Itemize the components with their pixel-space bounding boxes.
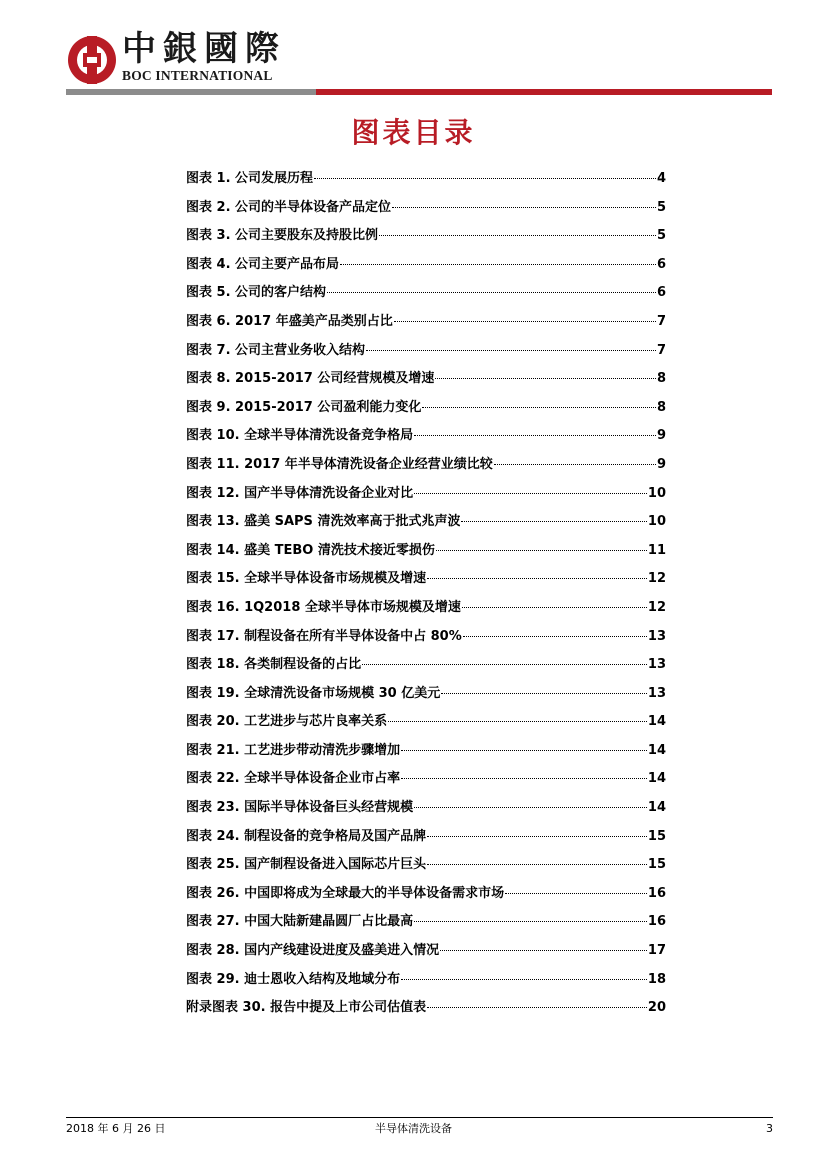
toc-entry-page: 15 — [647, 857, 666, 873]
toc-entry-label: 图表 10. 全球半导体清洗设备竞争格局 — [186, 428, 414, 444]
toc-entry[interactable] — [186, 194, 666, 223]
toc-entry[interactable] — [186, 394, 666, 423]
toc-entry[interactable] — [186, 508, 666, 537]
toc-entry-label: 图表 18. 各类制程设备的占比 — [186, 657, 362, 673]
boc-logo-icon — [66, 34, 118, 86]
toc-entry[interactable] — [186, 308, 666, 337]
logo-english-name: BOC INTERNATIONAL — [122, 68, 273, 83]
toc-entry-page: 6 — [656, 285, 666, 301]
toc-entry-label: 图表 19. 全球清洗设备市场规模 30 亿美元 — [186, 685, 441, 701]
toc-entry[interactable] — [186, 937, 666, 966]
toc-entry-page: 7 — [656, 342, 666, 358]
toc-entry-page: 10 — [647, 485, 666, 501]
toc-entry-label: 图表 13. 盛美 SAPS 清洗效率高于批式兆声波 — [186, 514, 461, 530]
toc-entry-label: 图表 25. 国产制程设备进入国际芯片巨头 — [186, 857, 427, 873]
toc-dot-leader — [401, 749, 647, 751]
toc-entry-page: 20 — [647, 1000, 666, 1016]
header-divider-red — [316, 89, 772, 95]
toc-entry[interactable] — [186, 623, 666, 652]
toc-dot-leader — [462, 606, 647, 608]
toc-entry-label: 图表 6. 2017 年盛美产品类别占比 — [186, 313, 393, 329]
toc-entry-page: 16 — [647, 885, 666, 901]
toc-entry-page: 12 — [647, 599, 666, 615]
toc-dot-leader — [414, 806, 647, 808]
toc-entry-page: 14 — [647, 800, 666, 816]
toc-entry-label: 图表 3. 公司主要股东及持股比例 — [186, 228, 379, 244]
toc-entry[interactable] — [186, 765, 666, 794]
toc-entry[interactable] — [186, 680, 666, 709]
toc-entry-label: 图表 8. 2015-2017 公司经营规模及增速 — [186, 371, 435, 387]
toc-entry-page: 13 — [647, 685, 666, 701]
toc-entry-label: 图表 21. 工艺进步带动清洗步骤增加 — [186, 742, 401, 758]
toc-entry[interactable] — [186, 823, 666, 852]
toc-entry-page: 14 — [647, 714, 666, 730]
toc-dot-leader — [401, 777, 647, 779]
toc-dot-leader — [435, 377, 656, 379]
toc-dot-leader — [436, 549, 647, 551]
toc-entry-page: 9 — [656, 428, 666, 444]
toc-entry-page: 17 — [647, 943, 666, 959]
toc-entry[interactable] — [186, 594, 666, 623]
toc-entry-page: 12 — [647, 571, 666, 587]
toc-dot-leader — [394, 320, 656, 322]
toc-dot-leader — [422, 406, 656, 408]
toc-entry-label: 图表 15. 全球半导体设备市场规模及增速 — [186, 571, 427, 587]
page-header — [0, 0, 827, 100]
toc-entry-label: 图表 28. 国内产线建设进度及盛美进入情况 — [186, 943, 440, 959]
toc-dot-leader — [314, 177, 656, 179]
toc-entry[interactable] — [186, 737, 666, 766]
toc-entry-label: 附录图表 30. 报告中提及上市公司估值表 — [186, 1000, 427, 1016]
toc-dot-leader — [427, 1006, 647, 1008]
toc-entry[interactable] — [186, 337, 666, 366]
toc-entry-label: 图表 29. 迪士恩收入结构及地域分布 — [186, 971, 401, 987]
toc-entry[interactable] — [186, 165, 666, 194]
footer-topic: 半导体清洗设备 — [375, 1122, 452, 1135]
toc-entry[interactable] — [186, 908, 666, 937]
toc-entry[interactable] — [186, 537, 666, 566]
toc-entry-page: 8 — [656, 371, 666, 387]
toc-entry-label: 图表 11. 2017 年半导体清洗设备企业经营业绩比较 — [186, 456, 493, 472]
toc-entry-page: 10 — [647, 514, 666, 530]
toc-entry-label: 图表 14. 盛美 TEBO 清洗技术接近零损伤 — [186, 542, 435, 558]
footer-divider — [66, 1117, 773, 1118]
toc-dot-leader — [414, 434, 656, 436]
toc-dot-leader — [379, 234, 656, 236]
toc-entry[interactable] — [186, 880, 666, 909]
toc-entry-label: 图表 26. 中国即将成为全球最大的半导体设备需求市场 — [186, 885, 505, 901]
toc-dot-leader — [388, 720, 647, 722]
toc-entry[interactable] — [186, 565, 666, 594]
table-of-figures — [186, 165, 666, 1023]
toc-entry-label: 图表 22. 全球半导体设备企业市占率 — [186, 771, 401, 787]
toc-entry-page: 5 — [656, 199, 666, 215]
toc-dot-leader — [505, 892, 647, 894]
toc-entry-label: 图表 4. 公司主要产品布局 — [186, 256, 340, 272]
footer-date: 2018 年 6 月 26 日 — [66, 1122, 166, 1135]
toc-entry-label: 图表 16. 1Q2018 全球半导体市场规模及增速 — [186, 599, 461, 615]
toc-dot-leader — [362, 663, 647, 665]
toc-entry-page: 13 — [647, 657, 666, 673]
toc-entry-label: 图表 17. 制程设备在所有半导体设备中占 80% — [186, 628, 462, 644]
toc-dot-leader — [366, 349, 656, 351]
toc-dot-leader — [427, 835, 647, 837]
toc-entry-page: 9 — [656, 456, 666, 472]
toc-dot-leader — [427, 577, 647, 579]
toc-dot-leader — [340, 263, 656, 265]
toc-entry[interactable] — [186, 222, 666, 251]
toc-entry-page: 13 — [647, 628, 666, 644]
toc-entry-label: 图表 9. 2015-2017 公司盈利能力变化 — [186, 399, 422, 415]
toc-entry-label: 图表 24. 制程设备的竞争格局及国产品牌 — [186, 828, 427, 844]
toc-entry[interactable] — [186, 422, 666, 451]
toc-entry-page: 7 — [656, 313, 666, 329]
toc-entry-label: 图表 5. 公司的客户结构 — [186, 285, 327, 301]
toc-entry-page: 14 — [647, 742, 666, 758]
toc-dot-leader — [441, 692, 647, 694]
logo-chinese-name: 中銀國際 — [122, 29, 286, 69]
toc-entry-label: 图表 23. 国际半导体设备巨头经营规模 — [186, 800, 414, 816]
toc-dot-leader — [414, 492, 647, 494]
toc-entry[interactable] — [186, 279, 666, 308]
toc-dot-leader — [461, 520, 646, 522]
header-divider-gray — [66, 89, 316, 95]
toc-entry-label: 图表 1. 公司发展历程 — [186, 171, 314, 186]
toc-entry-label: 图表 20. 工艺进步与芯片良率关系 — [186, 714, 388, 730]
toc-entry-label: 图表 27. 中国大陆新建晶圆厂占比最高 — [186, 914, 414, 930]
toc-dot-leader — [327, 291, 656, 293]
toc-entry-page: 14 — [647, 771, 666, 787]
footer-page-number: 3 — [766, 1122, 773, 1135]
toc-entry-page: 6 — [656, 256, 666, 272]
toc-entry[interactable] — [186, 966, 666, 995]
toc-dot-leader — [463, 635, 647, 637]
toc-dot-leader — [401, 978, 647, 980]
toc-entry-label: 图表 12. 国产半导体清洗设备企业对比 — [186, 485, 414, 501]
toc-dot-leader — [392, 206, 656, 208]
toc-entry[interactable] — [186, 480, 666, 509]
toc-entry[interactable] — [186, 451, 666, 480]
toc-entry-page: 15 — [647, 828, 666, 844]
toc-entry-page: 18 — [647, 971, 666, 987]
toc-entry-page: 8 — [656, 399, 666, 415]
toc-dot-leader — [494, 463, 656, 465]
toc-entry[interactable] — [186, 994, 666, 1023]
toc-entry-page: 16 — [647, 914, 666, 930]
toc-entry-page: 4 — [656, 171, 666, 186]
toc-entry[interactable] — [186, 251, 666, 280]
toc-entry-label: 图表 2. 公司的半导体设备产品定位 — [186, 199, 392, 215]
toc-entry[interactable] — [186, 651, 666, 680]
toc-dot-leader — [427, 863, 647, 865]
toc-entry[interactable] — [186, 851, 666, 880]
page-title: 图表目录 — [351, 116, 476, 149]
toc-entry[interactable] — [186, 794, 666, 823]
toc-entry-page: 5 — [656, 228, 666, 244]
toc-dot-leader — [440, 949, 647, 951]
toc-entry[interactable] — [186, 708, 666, 737]
toc-entry-label: 图表 7. 公司主营业务收入结构 — [186, 342, 366, 358]
toc-entry[interactable] — [186, 365, 666, 394]
toc-entry-page: 11 — [647, 542, 666, 558]
toc-dot-leader — [414, 920, 647, 922]
